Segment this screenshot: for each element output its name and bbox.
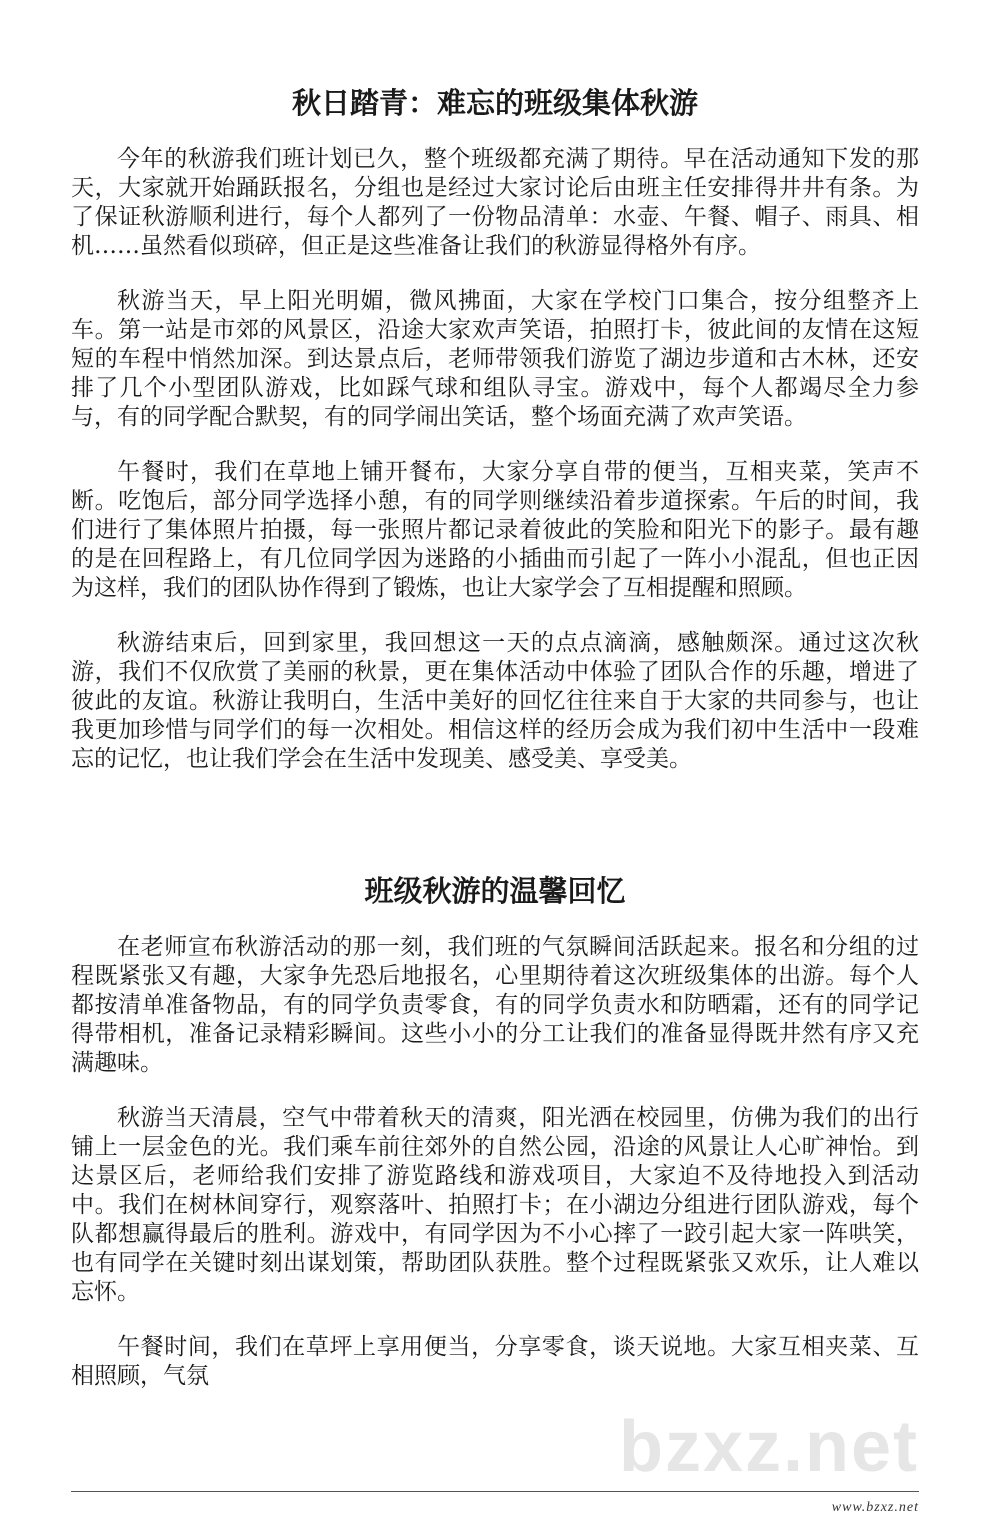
article-body (71, 145, 919, 774)
article-title: 秋日踏青：难忘的班级集体秋游 (291, 86, 698, 120)
paragraph: 今年的秋游我们班计划已久，整个班级都充满了期待。早在活动通知下发的那天，大家就开始踊跃报名，分组也是经过大家讨论后由班主任安排得井井有条。为了保证秋游顺利进行，每个人都列了一份物品清单：水壶、午餐、帽子、雨具、相机……虽然看似琐碎，但正是这些准备让我们的秋游显得格外有序。 (71, 146, 919, 259)
watermark-row (71, 1407, 919, 1487)
footer-site-url: www.bzxz.net (831, 1500, 919, 1515)
footer-divider (71, 1491, 919, 1492)
paragraph: 午餐时间，我们在草坪上享用便当，分享零食，谈天说地。大家互相夹菜、互相照顾，气氛 (71, 1334, 919, 1389)
paragraph: 秋游当天清晨，空气中带着秋天的清爽，阳光洒在校园里，仿佛为我们的出行铺上一层金色的光。我们乘车前往郊外的自然公园，沿途的风景让人心旷神怡。到达景区后，老师给我们安排了游览路线和游戏项目，大家迫不及待地投入到活动中。我们在树林间穿行，观察落叶、拍照打卡；在小湖边分组进行团队游戏，每个队都想赢得最后的胜利。游戏中，有同学因为不小心摔了一跤引起大家一阵哄笑，也有同学在关键时刻出谋划策，帮助团队获胜。整个过程既紧张又欢乐，让人难以忘怀。 (71, 1105, 919, 1305)
watermark: bzxz.net (618, 1407, 919, 1487)
article-body (71, 933, 919, 1391)
paragraph: 秋游当天，早上阳光明媚，微风拂面，大家在学校门口集合，按分组整齐上车。第一站是市郊的风景区，沿途大家欢声笑语，拍照打卡，彼此间的友情在这短短的车程中悄然加深。到达景点后，老师带领我们游览了湖边步道和古木林，还安排了几个小型团队游戏，比如踩气球和组队寻宝。游戏中，每个人都竭尽全力参与，有的同学配合默契，有的同学闹出笑话，整个场面充满了欢声笑语。 (71, 288, 919, 430)
paragraph: 秋游结束后，回到家里，我回想这一天的点点滴滴，感触颇深。通过这次秋游，我们不仅欣赏了美丽的秋景，更在集体活动中体验了团队合作的乐趣，增进了彼此的友谊。秋游让我明白，生活中美好的回忆往往来自于大家的共同参与，也让我更加珍惜与同学们的每一次相处。相信这样的经历会成为我们初中生活中一段难忘的记忆，也让我们学会在生活中发现美、感受美、享受美。 (71, 630, 919, 772)
article-title: 班级秋游的温馨回忆 (364, 874, 626, 908)
paragraph: 午餐时，我们在草地上铺开餐布，大家分享自带的便当，互相夹菜，笑声不断。吃饱后，部分同学选择小憩，有的同学则继续沿着步道探索。午后的时间，我们进行了集体照片拍摄，每一张照片都记录着彼此的笑脸和阳光下的影子。最有趣的是在回程路上，有几位同学因为迷路的小插曲而引起了一阵小小混乱，但也正因为这样，我们的团队协作得到了锻炼，也让大家学会了互相提醒和照顾。 (71, 459, 919, 601)
paragraph: 在老师宣布秋游活动的那一刻，我们班的气氛瞬间活跃起来。报名和分组的过程既紧张又有趣，大家争先恐后地报名，心里期待着这次班级集体的出游。每个人都按清单准备物品，有的同学负责零食，有的同学负责水和防晒霜，还有的同学记得带相机，准备记录精彩瞬间。这些小小的分工让我们的准备显得既井然有序又充满趣味。 (71, 934, 919, 1076)
document-page (71, 0, 919, 1538)
